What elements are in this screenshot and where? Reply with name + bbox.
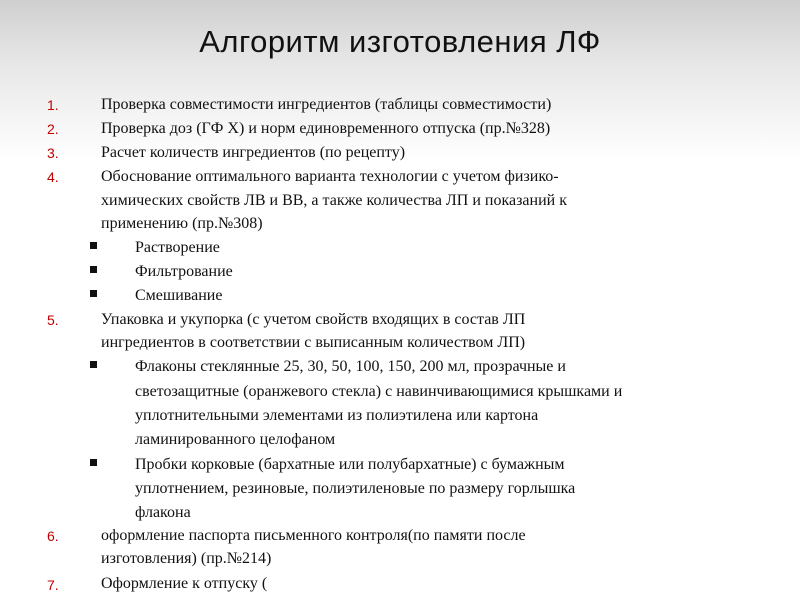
item-number: 3. [47,145,59,161]
item-text-line: Проверка доз (ГФ Х) и норм единовременного отпуска (пр.№328) [101,120,551,137]
subitem-text-line: Пробки корковые (бархатные или полубархатные) с бумажным [135,456,565,473]
square-bullet-icon [90,361,97,368]
item-text-line: ингредиентов в соответствии с выписанным количеством ЛП) [101,334,526,351]
item-text-line: Проверка совместимости ингредиентов (таблицы совместимости) [101,96,552,113]
square-bullet-icon [90,459,97,466]
subitem-text-line: светозащитные (оранжевого стекла) с навинчивающимися крышками и [135,383,623,400]
subitem-text-line: Смешивание [135,287,223,304]
item-number: 4. [47,169,59,185]
item-text-line: применению (пр.№308) [101,215,263,232]
subitem-text-line: Растворение [135,239,220,256]
square-bullet-icon [90,242,97,249]
item-text-line: Расчет количеств ингредиентов (по рецепту) [101,144,406,161]
square-bullet-icon [90,290,97,297]
item-text-line: Упаковка и укупорка (с учетом свойств входящих в состав ЛП [101,311,526,328]
item-number: 1. [47,97,59,113]
item-number: 2. [47,121,59,137]
subitem-text-line: уплотнительными элементами из полиэтилена или картона [135,407,539,424]
item-text-line: Обоснование оптимального варианта технологии с учетом физико- [101,168,559,185]
item-text-line: химических свойств ЛВ и ВВ, а также количества ЛП и показаний к [101,192,567,209]
item-text-line: изготовления) (пр.№214) [101,550,272,567]
square-bullet-icon [90,266,97,273]
subitem-text-line: Фильтрование [135,263,233,280]
item-number: 7. [47,577,59,593]
item-text-line: Оформление к отпуску ( [101,575,268,592]
subitem-text-line: ламинированного целофаном [135,431,336,448]
item-text-line: оформление паспорта письменного контроля(по памяти после [101,527,526,544]
slide-title: Алгоритм изготовления ЛФ [199,24,601,59]
subitem-text-line: уплотнением, резиновые, полиэтиленовые по размеру горлышка [135,480,576,497]
subitem-text-line: Флаконы стеклянные 25, 30, 50, 100, 150, 200 мл, прозрачные и [135,358,566,375]
item-number: 6. [47,528,59,544]
item-number: 5. [47,312,59,328]
subitem-text-line: флакона [135,504,191,521]
